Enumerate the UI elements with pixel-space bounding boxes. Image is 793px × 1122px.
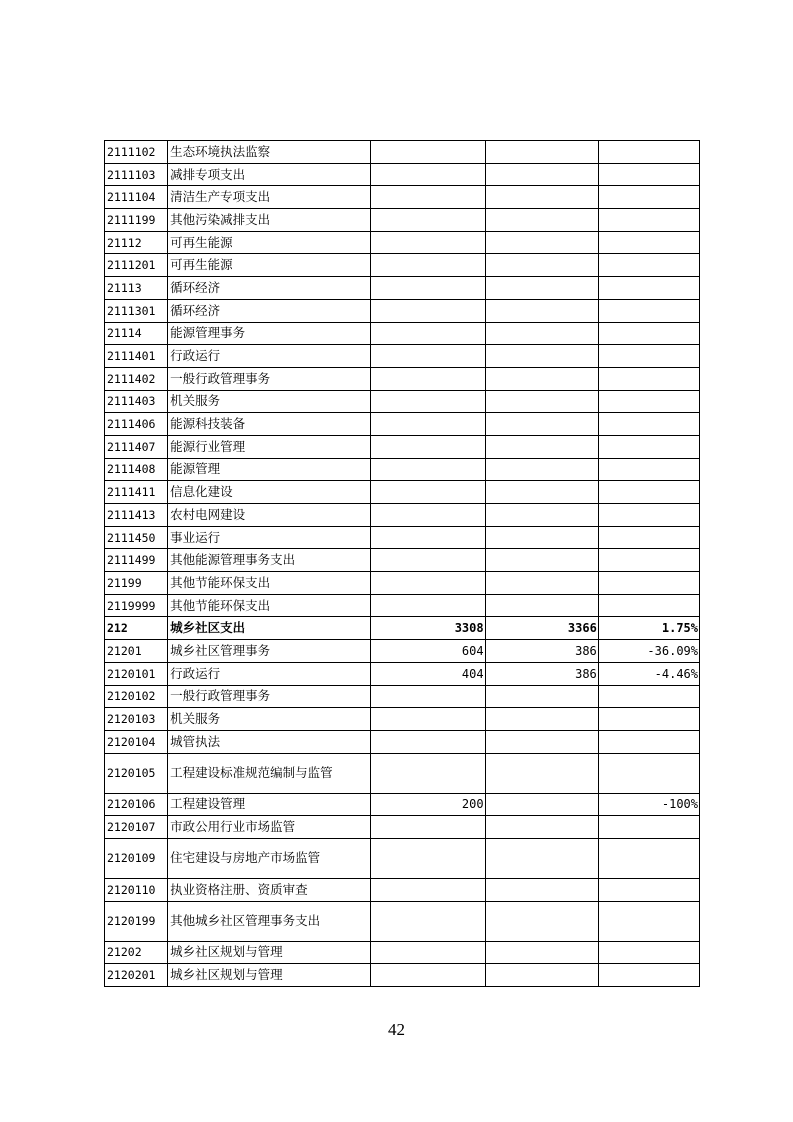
table-row (105, 481, 700, 504)
change-percent-cell (598, 299, 699, 322)
code-cell: 21113 (105, 277, 168, 300)
amount-prev-cell (371, 413, 485, 436)
amount-current-cell (485, 254, 598, 277)
budget-table (104, 140, 700, 987)
code-cell: 2111104 (105, 186, 168, 209)
item-name-cell: 行政运行 (168, 345, 371, 368)
item-name-cell: 可再生能源 (168, 231, 371, 254)
table-row (105, 209, 700, 232)
item-name-cell: 执业资格注册、资质审查 (168, 878, 371, 901)
change-percent-cell (598, 964, 699, 987)
change-percent-cell (598, 941, 699, 964)
change-percent-cell (598, 390, 699, 413)
code-cell: 2120109 (105, 838, 168, 878)
amount-prev-cell (371, 838, 485, 878)
change-percent-cell (598, 549, 699, 572)
amount-current-cell (485, 685, 598, 708)
change-percent-cell (598, 878, 699, 901)
amount-current-cell (485, 163, 598, 186)
amount-current-cell (485, 458, 598, 481)
amount-prev-cell (371, 572, 485, 595)
amount-prev-cell: 200 (371, 793, 485, 816)
change-percent-cell: -4.46% (598, 662, 699, 685)
code-cell: 2111199 (105, 209, 168, 232)
table-row (105, 617, 700, 640)
table-row (105, 299, 700, 322)
amount-prev-cell (371, 964, 485, 987)
amount-prev-cell (371, 390, 485, 413)
amount-current-cell (485, 141, 598, 164)
amount-prev-cell (371, 186, 485, 209)
table-row (105, 504, 700, 527)
amount-prev-cell (371, 231, 485, 254)
change-percent-cell (598, 685, 699, 708)
change-percent-cell (598, 753, 699, 793)
table-row (105, 941, 700, 964)
amount-prev-cell (371, 816, 485, 839)
item-name-cell: 城管执法 (168, 730, 371, 753)
code-cell: 2120110 (105, 878, 168, 901)
amount-current-cell (485, 753, 598, 793)
table-row (105, 572, 700, 595)
change-percent-cell (598, 277, 699, 300)
item-name-cell: 减排专项支出 (168, 163, 371, 186)
item-name-cell: 市政公用行业市场监管 (168, 816, 371, 839)
change-percent-cell: 1.75% (598, 617, 699, 640)
change-percent-cell (598, 594, 699, 617)
change-percent-cell (598, 458, 699, 481)
code-cell: 21114 (105, 322, 168, 345)
item-name-cell: 城乡社区管理事务 (168, 640, 371, 663)
item-name-cell: 其他节能环保支出 (168, 594, 371, 617)
code-cell: 2111102 (105, 141, 168, 164)
amount-current-cell (485, 793, 598, 816)
code-cell: 2120104 (105, 730, 168, 753)
amount-current-cell (485, 572, 598, 595)
amount-prev-cell: 404 (371, 662, 485, 685)
change-percent-cell (598, 572, 699, 595)
code-cell: 2111103 (105, 163, 168, 186)
amount-prev-cell (371, 708, 485, 731)
code-cell: 2111450 (105, 526, 168, 549)
table-row (105, 435, 700, 458)
amount-prev-cell (371, 322, 485, 345)
change-percent-cell (598, 708, 699, 731)
item-name-cell: 循环经济 (168, 299, 371, 322)
item-name-cell: 清洁生产专项支出 (168, 186, 371, 209)
amount-prev-cell: 604 (371, 640, 485, 663)
code-cell: 2120103 (105, 708, 168, 731)
code-cell: 2111402 (105, 367, 168, 390)
table-row (105, 730, 700, 753)
code-cell: 2119999 (105, 594, 168, 617)
code-cell: 212 (105, 617, 168, 640)
code-cell: 2111407 (105, 435, 168, 458)
change-percent-cell (598, 730, 699, 753)
amount-prev-cell (371, 549, 485, 572)
amount-prev-cell (371, 277, 485, 300)
amount-current-cell (485, 504, 598, 527)
table-row (105, 685, 700, 708)
amount-current-cell (485, 878, 598, 901)
item-name-cell: 工程建设标准规范编制与监管 (168, 753, 371, 793)
amount-current-cell (485, 231, 598, 254)
amount-prev-cell (371, 878, 485, 901)
amount-prev-cell: 3308 (371, 617, 485, 640)
item-name-cell: 其他能源管理事务支出 (168, 549, 371, 572)
code-cell: 2111406 (105, 413, 168, 436)
item-name-cell: 可再生能源 (168, 254, 371, 277)
amount-current-cell (485, 549, 598, 572)
code-cell: 2111301 (105, 299, 168, 322)
amount-current-cell (485, 838, 598, 878)
table-body (105, 141, 700, 987)
table-row (105, 878, 700, 901)
table-row (105, 231, 700, 254)
item-name-cell: 其他城乡社区管理事务支出 (168, 901, 371, 941)
code-cell: 2120101 (105, 662, 168, 685)
table-row (105, 413, 700, 436)
change-percent-cell (598, 345, 699, 368)
amount-current-cell (485, 901, 598, 941)
item-name-cell: 一般行政管理事务 (168, 367, 371, 390)
amount-prev-cell (371, 504, 485, 527)
item-name-cell: 机关服务 (168, 390, 371, 413)
item-name-cell: 城乡社区支出 (168, 617, 371, 640)
code-cell: 2120199 (105, 901, 168, 941)
code-cell: 2120106 (105, 793, 168, 816)
change-percent-cell (598, 367, 699, 390)
item-name-cell: 一般行政管理事务 (168, 685, 371, 708)
item-name-cell: 城乡社区规划与管理 (168, 964, 371, 987)
amount-current-cell: 386 (485, 640, 598, 663)
item-name-cell: 能源管理事务 (168, 322, 371, 345)
amount-current-cell (485, 186, 598, 209)
table-row (105, 901, 700, 941)
item-name-cell: 机关服务 (168, 708, 371, 731)
code-cell: 21199 (105, 572, 168, 595)
table-row (105, 793, 700, 816)
amount-prev-cell (371, 435, 485, 458)
change-percent-cell (598, 231, 699, 254)
table-row (105, 141, 700, 164)
table-row (105, 526, 700, 549)
change-percent-cell: -36.09% (598, 640, 699, 663)
code-cell: 2111201 (105, 254, 168, 277)
code-cell: 2111408 (105, 458, 168, 481)
code-cell: 21112 (105, 231, 168, 254)
item-name-cell: 行政运行 (168, 662, 371, 685)
page-number: 42 (388, 1020, 405, 1039)
item-name-cell: 信息化建设 (168, 481, 371, 504)
item-name-cell: 生态环境执法监察 (168, 141, 371, 164)
amount-current-cell (485, 435, 598, 458)
table-row (105, 816, 700, 839)
change-percent-cell (598, 838, 699, 878)
code-cell: 2111411 (105, 481, 168, 504)
amount-current-cell (485, 526, 598, 549)
change-percent-cell (598, 504, 699, 527)
change-percent-cell (598, 481, 699, 504)
amount-current-cell (485, 367, 598, 390)
item-name-cell: 其他节能环保支出 (168, 572, 371, 595)
table-row (105, 640, 700, 663)
code-cell: 2111401 (105, 345, 168, 368)
change-percent-cell (598, 141, 699, 164)
code-cell: 2120107 (105, 816, 168, 839)
change-percent-cell (598, 209, 699, 232)
amount-current-cell (485, 594, 598, 617)
amount-prev-cell (371, 901, 485, 941)
table-row (105, 322, 700, 345)
item-name-cell: 能源管理 (168, 458, 371, 481)
table-row (105, 549, 700, 572)
amount-current-cell (485, 708, 598, 731)
amount-prev-cell (371, 730, 485, 753)
amount-current-cell (485, 730, 598, 753)
amount-prev-cell (371, 941, 485, 964)
amount-current-cell: 3366 (485, 617, 598, 640)
table-row (105, 838, 700, 878)
amount-current-cell (485, 277, 598, 300)
table-row (105, 186, 700, 209)
table-row (105, 753, 700, 793)
table-row (105, 254, 700, 277)
item-name-cell: 农村电网建设 (168, 504, 371, 527)
amount-current-cell (485, 481, 598, 504)
item-name-cell: 能源科技装备 (168, 413, 371, 436)
item-name-cell: 城乡社区规划与管理 (168, 941, 371, 964)
amount-current-cell (485, 816, 598, 839)
item-name-cell: 住宅建设与房地产市场监管 (168, 838, 371, 878)
amount-prev-cell (371, 163, 485, 186)
amount-prev-cell (371, 209, 485, 232)
change-percent-cell (598, 322, 699, 345)
table-row (105, 708, 700, 731)
item-name-cell: 工程建设管理 (168, 793, 371, 816)
table-row (105, 277, 700, 300)
amount-prev-cell (371, 594, 485, 617)
code-cell: 2120102 (105, 685, 168, 708)
amount-current-cell (485, 299, 598, 322)
amount-current-cell (485, 964, 598, 987)
amount-prev-cell (371, 367, 485, 390)
table-row (105, 367, 700, 390)
amount-prev-cell (371, 345, 485, 368)
code-cell: 21202 (105, 941, 168, 964)
amount-current-cell (485, 390, 598, 413)
amount-prev-cell (371, 254, 485, 277)
item-name-cell: 能源行业管理 (168, 435, 371, 458)
amount-prev-cell (371, 753, 485, 793)
change-percent-cell (598, 816, 699, 839)
change-percent-cell (598, 254, 699, 277)
table-row (105, 964, 700, 987)
amount-prev-cell (371, 685, 485, 708)
amount-current-cell: 386 (485, 662, 598, 685)
change-percent-cell (598, 435, 699, 458)
amount-current-cell (485, 209, 598, 232)
amount-prev-cell (371, 526, 485, 549)
amount-current-cell (485, 345, 598, 368)
change-percent-cell (598, 413, 699, 436)
amount-prev-cell (371, 299, 485, 322)
change-percent-cell (598, 163, 699, 186)
amount-current-cell (485, 322, 598, 345)
item-name-cell: 其他污染减排支出 (168, 209, 371, 232)
code-cell: 2111403 (105, 390, 168, 413)
table-row (105, 458, 700, 481)
amount-prev-cell (371, 458, 485, 481)
code-cell: 2120201 (105, 964, 168, 987)
table-row (105, 662, 700, 685)
amount-prev-cell (371, 481, 485, 504)
change-percent-cell: -100% (598, 793, 699, 816)
code-cell: 2111499 (105, 549, 168, 572)
amount-current-cell (485, 941, 598, 964)
table-row (105, 594, 700, 617)
change-percent-cell (598, 901, 699, 941)
change-percent-cell (598, 526, 699, 549)
change-percent-cell (598, 186, 699, 209)
table-row (105, 163, 700, 186)
amount-prev-cell (371, 141, 485, 164)
item-name-cell: 循环经济 (168, 277, 371, 300)
code-cell: 2120105 (105, 753, 168, 793)
table-row (105, 345, 700, 368)
table-row (105, 390, 700, 413)
code-cell: 21201 (105, 640, 168, 663)
code-cell: 2111413 (105, 504, 168, 527)
amount-current-cell (485, 413, 598, 436)
item-name-cell: 事业运行 (168, 526, 371, 549)
